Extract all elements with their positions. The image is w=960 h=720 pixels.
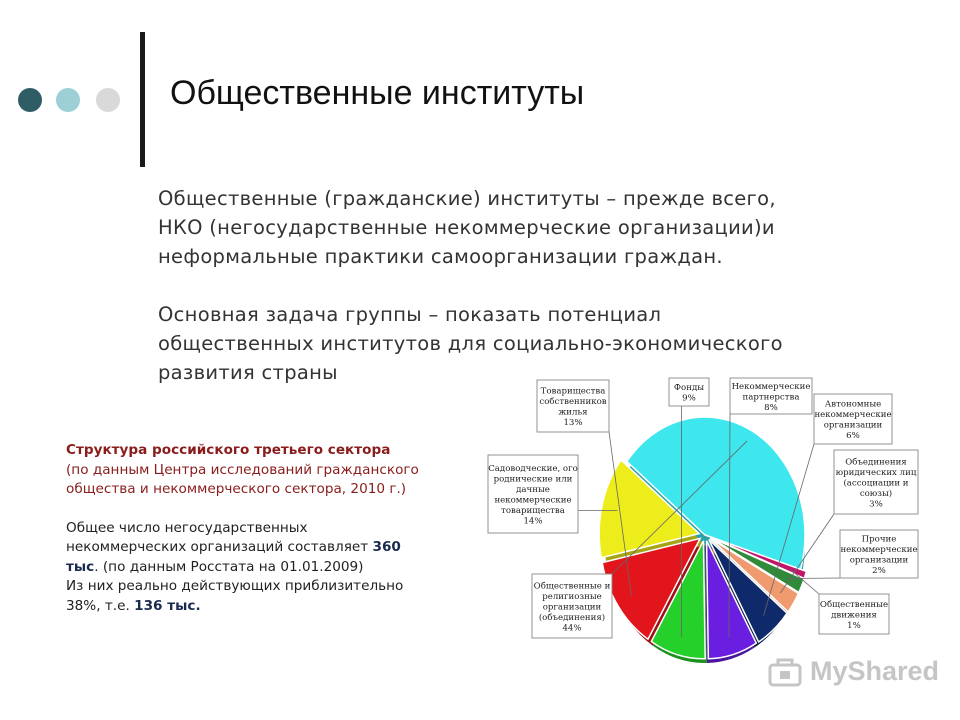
slice-label-text: 13% <box>563 418 583 428</box>
slice-label-text: юридических лиц <box>835 467 917 478</box>
caption-source: (по данным Центра исследований гражданского <box>66 461 419 478</box>
slice-label-text: 9% <box>682 393 696 404</box>
slice-label-text: 2% <box>872 566 886 576</box>
slice-label-text: некоммерческие <box>494 495 572 506</box>
caption-source: общества и некоммерческого сектора, 2010 г.) <box>66 481 407 497</box>
active-value: 136 тыс. <box>134 597 201 614</box>
intro-line: общественных институтов для социально-экономического <box>158 332 783 355</box>
slice-label-text: движения <box>831 610 877 621</box>
caption-active: 38%, т.е. 136 тыс. <box>66 597 201 614</box>
intro-line: неформальные практики самоорганизации граждан. <box>158 245 723 268</box>
total-value: 360 <box>372 539 401 555</box>
slice-label-text: 8% <box>764 402 778 413</box>
slice-label-text: (ассоциации и <box>843 478 909 489</box>
slice-label-text: Общественные и <box>533 581 611 592</box>
slice-label-text: 1% <box>847 620 861 631</box>
intro-line: развития страны <box>158 361 338 384</box>
slice-label-text: роднические или <box>493 474 573 485</box>
slice-label-text: Прочие <box>861 534 897 545</box>
slice-label-text: партнерства <box>742 392 800 403</box>
slice-label-text: Некоммерческие <box>731 381 811 392</box>
slice-label-text: Объединения <box>845 457 907 468</box>
slice-label-text: Товарищества <box>540 386 606 397</box>
slice-label-text: 44% <box>562 623 582 634</box>
intro-line: Основная задача группы – показать потенциал <box>158 303 662 326</box>
slice-label-text: Общественные <box>819 599 889 610</box>
watermark-logo <box>768 656 939 687</box>
intro-line: НКО (негосударственные некоммерческие организации)и <box>158 216 775 239</box>
slice-label-text: некоммерческие <box>814 410 892 420</box>
leader-line <box>787 578 840 579</box>
slice-label-text: Фонды <box>673 383 705 393</box>
caption-total: тыс. (по данным Росстата на 01.01.2009) <box>66 558 364 575</box>
slice-label-text: союзы) <box>859 488 893 499</box>
slice-label-text: жилья <box>558 407 588 418</box>
caption-heading: Структура российского третьего сектора <box>66 442 391 458</box>
slice-label-text: 6% <box>846 431 860 441</box>
slice-label-text: товарищества <box>501 506 565 516</box>
slice-label-text: собственников <box>539 397 607 407</box>
slice-label-text: Садоводческие, ого <box>488 464 578 474</box>
slice-label-text: организации <box>542 602 602 613</box>
slice-label-text: 3% <box>869 499 883 510</box>
slice-label-text: 14% <box>523 516 543 527</box>
slice-label-text: организации <box>849 555 909 566</box>
caption-total: Общее число негосударственных <box>66 519 308 536</box>
slice-label-text: некоммерческие <box>840 545 918 555</box>
share-icon <box>768 657 802 687</box>
slice-label-text: организации <box>823 420 883 431</box>
total-unit: тыс <box>66 558 95 575</box>
slice-label-text: (объединения) <box>538 612 606 623</box>
watermark-text: MyShared <box>810 656 940 686</box>
caption-active: Из них реально действующих приблизительно <box>66 578 404 594</box>
slice-label-text: Автономные <box>824 399 882 410</box>
page-title: Общественные институты <box>170 74 585 112</box>
slice-label-text: дачные <box>516 485 550 495</box>
intro-line: Общественные (гражданские) институты – прежде всего, <box>158 187 776 210</box>
caption-total: некоммерческих организаций составляет 360 <box>66 539 401 555</box>
slice-label-text: религиозные <box>542 591 602 602</box>
